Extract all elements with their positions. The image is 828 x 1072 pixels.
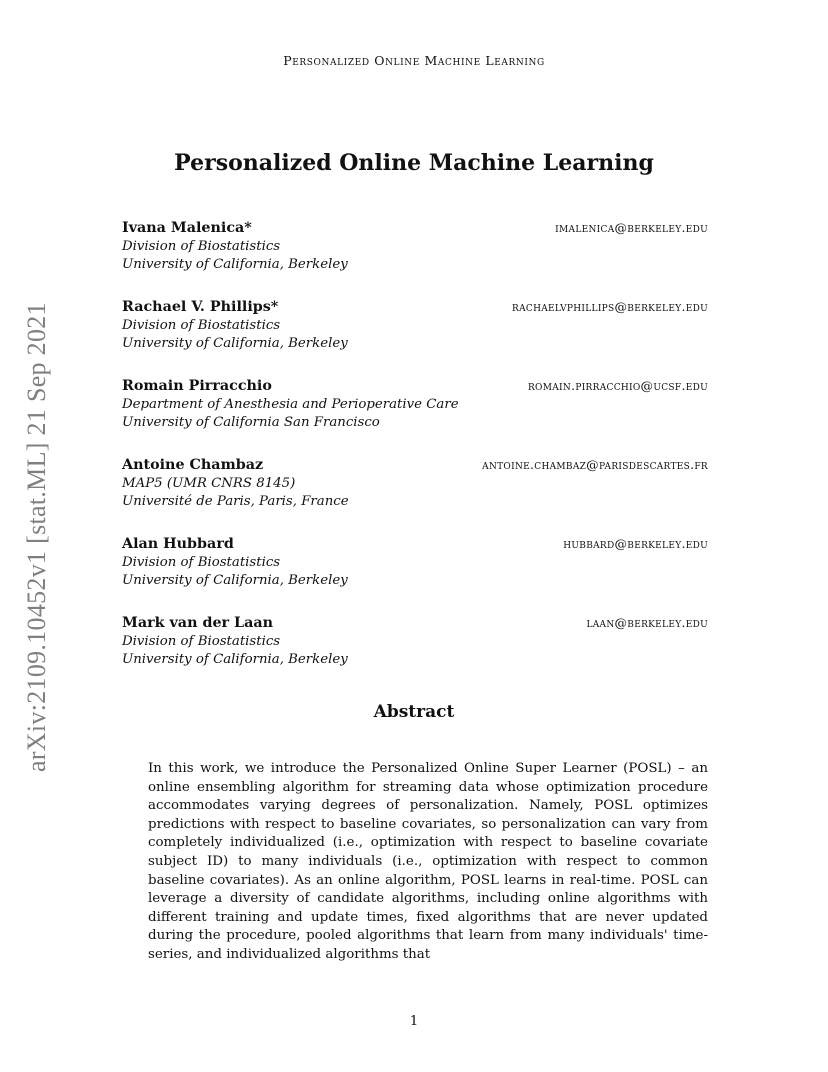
abstract-heading: Abstract xyxy=(373,702,455,722)
author-header xyxy=(122,614,708,633)
author-header xyxy=(122,298,708,317)
author-list xyxy=(122,219,708,693)
author-affiliation-line: Division of Biostatistics xyxy=(122,238,281,254)
author-email: imalenica@berkeley.edu xyxy=(555,220,708,235)
author-affiliation-line: University of California, Berkeley xyxy=(122,652,348,667)
author-block xyxy=(122,614,708,693)
paper-title: Personalized Online Machine Learning xyxy=(174,150,654,176)
running-head: Personalized Online Machine Learning xyxy=(283,53,545,68)
author-email: laan@berkeley.edu xyxy=(586,615,708,630)
author-affiliation-line: University of California, Berkeley xyxy=(122,336,348,351)
page-number: 1 xyxy=(409,1014,419,1029)
author-block xyxy=(122,456,708,535)
author-name: Ivana Malenica* xyxy=(122,220,252,236)
author-email: romain.pirracchio@ucsf.edu xyxy=(527,378,708,393)
author-header xyxy=(122,219,708,238)
abstract-body: In this work, we introduce the Personalized Online Super Learner (POSL) – an online ensembling algorithm for streaming data whose optimization procedure accommodates varying degrees of personalization. Namely, POSL optimizes predictions with respect to baseline covariates, so personalization can vary from completely individualized (i.e., optimization with respect to baseline covariate subject ID) to many individuals (i.e., optimization with respect to common baseline covariates). As an online algorithm, POSL learns in real-time. POSL can leverage a diversity of candidate algorithms, including online algorithms with different training and update times, fixed algorithms that are never updated during the procedure, pooled algorithms that learn from many individuals' time-series, and individualized algorithms that xyxy=(148,761,708,962)
author-header xyxy=(122,456,708,475)
author-email: rachaelvphillips@berkeley.edu xyxy=(512,299,708,314)
author-name: Antoine Chambaz xyxy=(122,457,264,473)
author-affiliation-line: MAP5 (UMR CNRS 8145) xyxy=(122,475,296,491)
author-block xyxy=(122,377,708,456)
author-name: Rachael V. Phillips* xyxy=(122,299,279,315)
author-header xyxy=(122,535,708,554)
author-email: antoine.chambaz@parisdescartes.fr xyxy=(482,457,708,472)
author-affiliation-line: Department of Anesthesia and Perioperative Care xyxy=(122,396,459,412)
author-name: Romain Pirracchio xyxy=(122,378,272,394)
author-affiliation-line: University of California, Berkeley xyxy=(122,573,348,588)
author-name: Alan Hubbard xyxy=(122,536,234,552)
author-block xyxy=(122,298,708,377)
author-affiliation-line: Division of Biostatistics xyxy=(122,317,281,333)
author-block xyxy=(122,535,708,614)
author-affiliation-line: University of California, Berkeley xyxy=(122,257,348,272)
author-email: hubbard@berkeley.edu xyxy=(563,536,708,551)
author-name: Mark van der Laan xyxy=(122,615,274,631)
author-affiliation-line: Université de Paris, Paris, France xyxy=(122,494,349,509)
author-block xyxy=(122,219,708,298)
author-affiliation-line: Division of Biostatistics xyxy=(122,554,281,570)
author-header xyxy=(122,377,708,396)
arxiv-identifier: arXiv:2109.10452v1 [stat.ML] 21 Sep 2021 xyxy=(22,302,51,772)
author-affiliation-line: University of California San Francisco xyxy=(122,415,380,430)
author-affiliation-line: Division of Biostatistics xyxy=(122,633,281,649)
